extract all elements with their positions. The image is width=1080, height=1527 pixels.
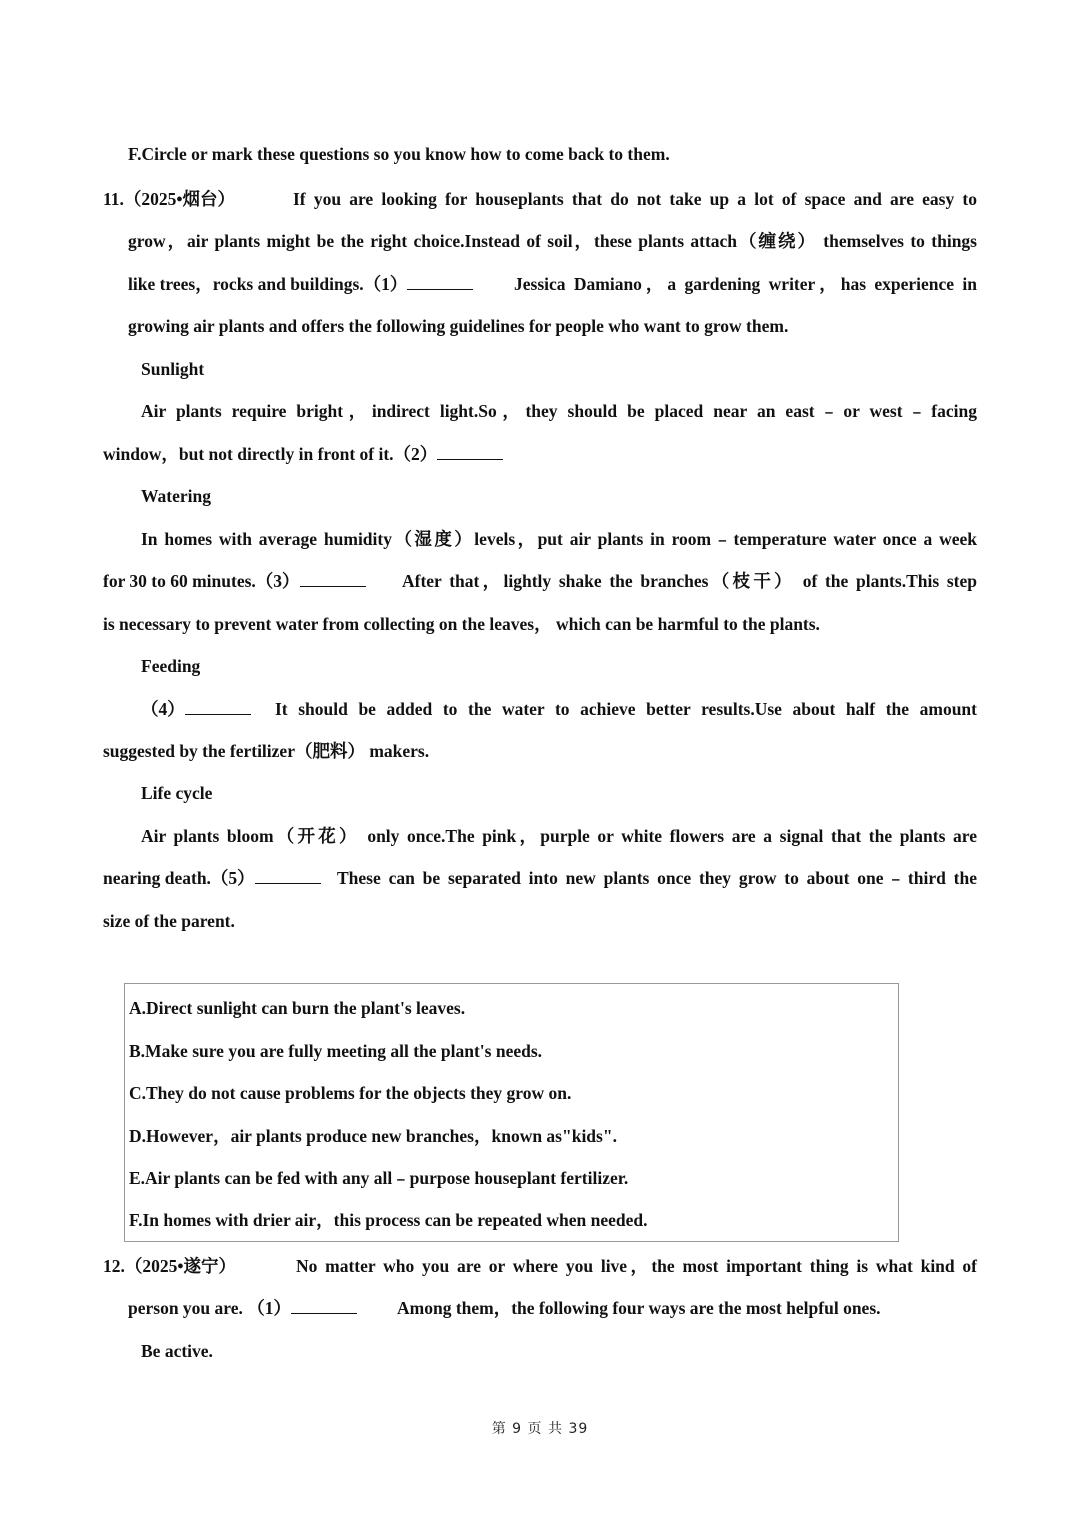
option-d: D.However，air plants produce new branches，known as"kids". [129, 1126, 617, 1146]
life-line-1: Air plants bloom（开花） only once.The pink，purple or white flowers are a signal that the plants are [141, 826, 977, 846]
answer-blank-q12-1[interactable] [291, 1298, 357, 1314]
q12-line-2b: Among them，the following four ways are the most helpful ones. [397, 1298, 881, 1318]
q11-line-3a-text: like trees，rocks and buildings.（1） [128, 274, 408, 294]
question-11-number: 11.（2025•烟台） [103, 189, 236, 209]
q12-line-2a-text: person you are. （1） [128, 1298, 292, 1318]
previous-option-f: F.Circle or mark these questions so you know how to come back to them. [128, 144, 670, 164]
option-f: F.In homes with drier air，this process can be repeated when needed. [129, 1210, 648, 1230]
q11-line-2: grow，air plants might be the right choice.Instead of soil，these plants attach（缠绕） themselves to things [128, 231, 977, 251]
heading-watering: Watering [141, 486, 211, 506]
sunlight-line-1: Air plants require bright，indirect light.So，they should be placed near an east﹣or west﹣facing [141, 401, 977, 421]
q11-line-3a [128, 273, 473, 295]
q11-line-3b: Jessica Damiano，a gardening writer，has experience in [514, 274, 977, 294]
option-a: A.Direct sunlight can burn the plant's leaves. [129, 998, 466, 1018]
q11-line-4: growing air plants and offers the following guidelines for people who want to grow them. [128, 316, 789, 336]
answer-blank-5[interactable] [255, 868, 321, 884]
options-box [124, 983, 899, 1242]
q12-line-3: Be active. [141, 1341, 213, 1361]
question-12-number: 12.（2025•遂宁） [103, 1256, 237, 1276]
q11-line-1: If you are looking for houseplants that do not take up a lot of space and are easy to [293, 189, 977, 209]
life-line-3: size of the parent. [103, 911, 235, 931]
option-c: C.They do not cause problems for the objects they grow on. [129, 1083, 572, 1103]
heading-sunlight: Sunlight [141, 359, 205, 379]
life-line-2b: These can be separated into new plants once they grow to about one﹣third the [337, 868, 977, 888]
feeding-line-1a-text: （4） [141, 699, 185, 719]
life-line-2a [103, 867, 321, 889]
q12-line-2a [128, 1297, 357, 1319]
feeding-line-1a [141, 698, 251, 720]
answer-blank-2[interactable] [437, 444, 503, 460]
page-footer: 第 9 页 共 39 [491, 1421, 589, 1437]
q12-line-1: No matter who you are or where you live，the most important thing is what kind of [296, 1256, 977, 1276]
watering-line-2b: After that，lightly shake the branches（枝干） of the plants.This step [402, 571, 977, 591]
sunlight-line-2-text: window，but not directly in front of it.（2） [103, 444, 438, 464]
feeding-line-2: suggested by the fertilizer（肥料） makers. [103, 741, 430, 761]
sunlight-line-2 [103, 443, 503, 465]
watering-line-3: is necessary to prevent water from collecting on the leaves， which can be harmful to the plants. [103, 614, 820, 634]
life-line-2a-text: nearing death.（5） [103, 868, 255, 888]
feeding-line-1b: It should be added to the water to achieve better results.Use about half the amount [275, 699, 977, 719]
answer-blank-3[interactable] [300, 571, 366, 587]
answer-blank-4[interactable] [185, 699, 251, 715]
watering-line-2a [103, 570, 366, 592]
answer-blank-1[interactable] [407, 274, 473, 290]
heading-life-cycle: Life cycle [141, 783, 213, 803]
heading-feeding: Feeding [141, 656, 201, 676]
option-b: B.Make sure you are fully meeting all the plant's needs. [129, 1041, 543, 1061]
option-e: E.Air plants can be fed with any all﹣purpose houseplant fertilizer. [129, 1168, 629, 1188]
watering-line-2a-text: for 30 to 60 minutes.（3） [103, 571, 300, 591]
watering-line-1: In homes with average humidity（湿度）levels，put air plants in room﹣temperature water once a week [141, 529, 977, 549]
